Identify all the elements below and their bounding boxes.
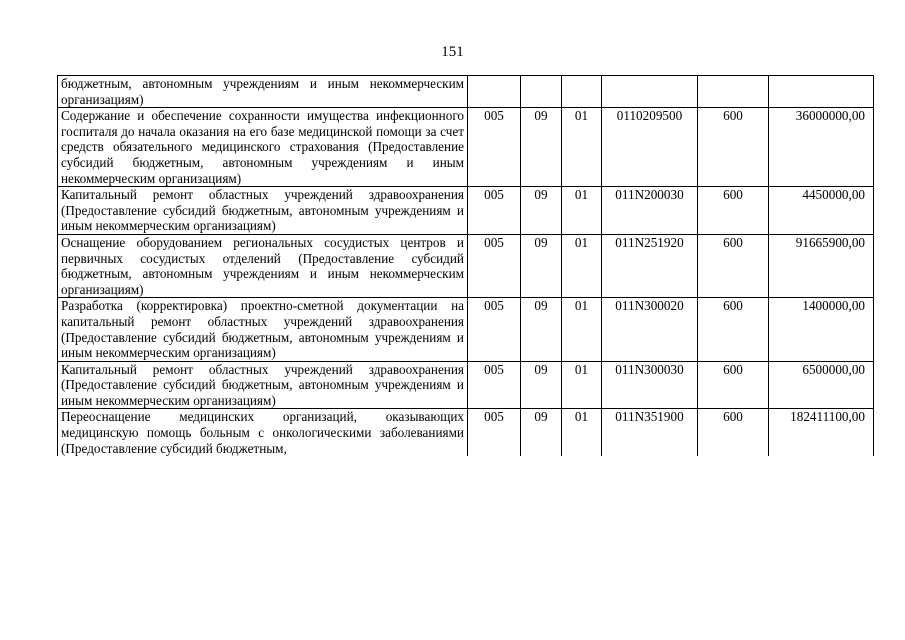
admin-code-cell: 005 [468,234,521,297]
description-cell: бюджетным, автономным учреждениям и иным некоммерческим организациям) [58,76,468,108]
expense-type-cell: 600 [698,108,769,187]
expense-type-cell: 600 [698,361,769,409]
section-cell [521,76,562,108]
subsection-cell: 01 [562,409,602,456]
target-article-cell: 0110209500 [602,108,698,187]
target-article-cell: 011N200030 [602,187,698,235]
amount-cell: 4450000,00 [769,187,874,235]
table-row [58,76,874,108]
description-cell: Капитальный ремонт областных учреждений здравоохранения (Предоставление субсидий бюджетным, автономным учреждениям и иным некоммерческим организациям) [58,187,468,235]
subsection-cell: 01 [562,298,602,361]
target-article-cell: 011N351900 [602,409,698,456]
target-article-cell: 011N300020 [602,298,698,361]
target-article-cell: 011N251920 [602,234,698,297]
table-row [58,234,874,297]
table-row [58,108,874,187]
table-row [58,361,874,409]
admin-code-cell: 005 [468,361,521,409]
admin-code-cell: 005 [468,187,521,235]
page-number: 151 [441,44,464,60]
expense-type-cell: 600 [698,409,769,456]
description-cell: Переоснащение медицинских организаций, оказывающих медицинскую помощь больным с онкологическими заболеваниями (Предоставление субсидий бюджетным, [58,409,468,456]
target-article-cell [602,76,698,108]
target-article-cell: 011N300030 [602,361,698,409]
description-cell: Оснащение оборудованием региональных сосудистых центров и первичных сосудистых отделений (Предоставление субсидий бюджетным, автономным учреждениям и иным некоммерческим организациям) [58,234,468,297]
section-cell: 09 [521,409,562,456]
amount-cell: 36000000,00 [769,108,874,187]
description-cell: Разработка (корректировка) проектно-сметной документации на капитальный ремонт областных учреждений здравоохранения (Предоставление субсидий бюджетным, автономным учреждениям и иным некоммерческим организациям) [58,298,468,361]
expense-type-cell [698,76,769,108]
table-row [58,298,874,361]
description-cell: Содержание и обеспечение сохранности имущества инфекционного госпиталя до начала оказания на его базе медицинской помощи за счет средств обязательного медицинского страхования (Предоставление субсидий бюджетным, автономным учреждениям и иным некоммерческим организациям) [58,108,468,187]
amount-cell: 91665900,00 [769,234,874,297]
subsection-cell: 01 [562,108,602,187]
subsection-cell: 01 [562,234,602,297]
budget-table [57,75,874,456]
expense-type-cell: 600 [698,187,769,235]
amount-cell: 182411100,00 [769,409,874,456]
table-row [58,409,874,456]
amount-cell: 1400000,00 [769,298,874,361]
admin-code-cell: 005 [468,108,521,187]
expense-type-cell: 600 [698,234,769,297]
subsection-cell [562,76,602,108]
section-cell: 09 [521,108,562,187]
admin-code-cell [468,76,521,108]
amount-cell [769,76,874,108]
table-row [58,187,874,235]
admin-code-cell: 005 [468,298,521,361]
section-cell: 09 [521,187,562,235]
subsection-cell: 01 [562,187,602,235]
admin-code-cell: 005 [468,409,521,456]
section-cell: 09 [521,361,562,409]
expense-type-cell: 600 [698,298,769,361]
amount-cell: 6500000,00 [769,361,874,409]
description-cell: Капитальный ремонт областных учреждений здравоохранения (Предоставление субсидий бюджетным, автономным учреждениям и иным некоммерческим организациям) [58,361,468,409]
subsection-cell: 01 [562,361,602,409]
section-cell: 09 [521,234,562,297]
section-cell: 09 [521,298,562,361]
